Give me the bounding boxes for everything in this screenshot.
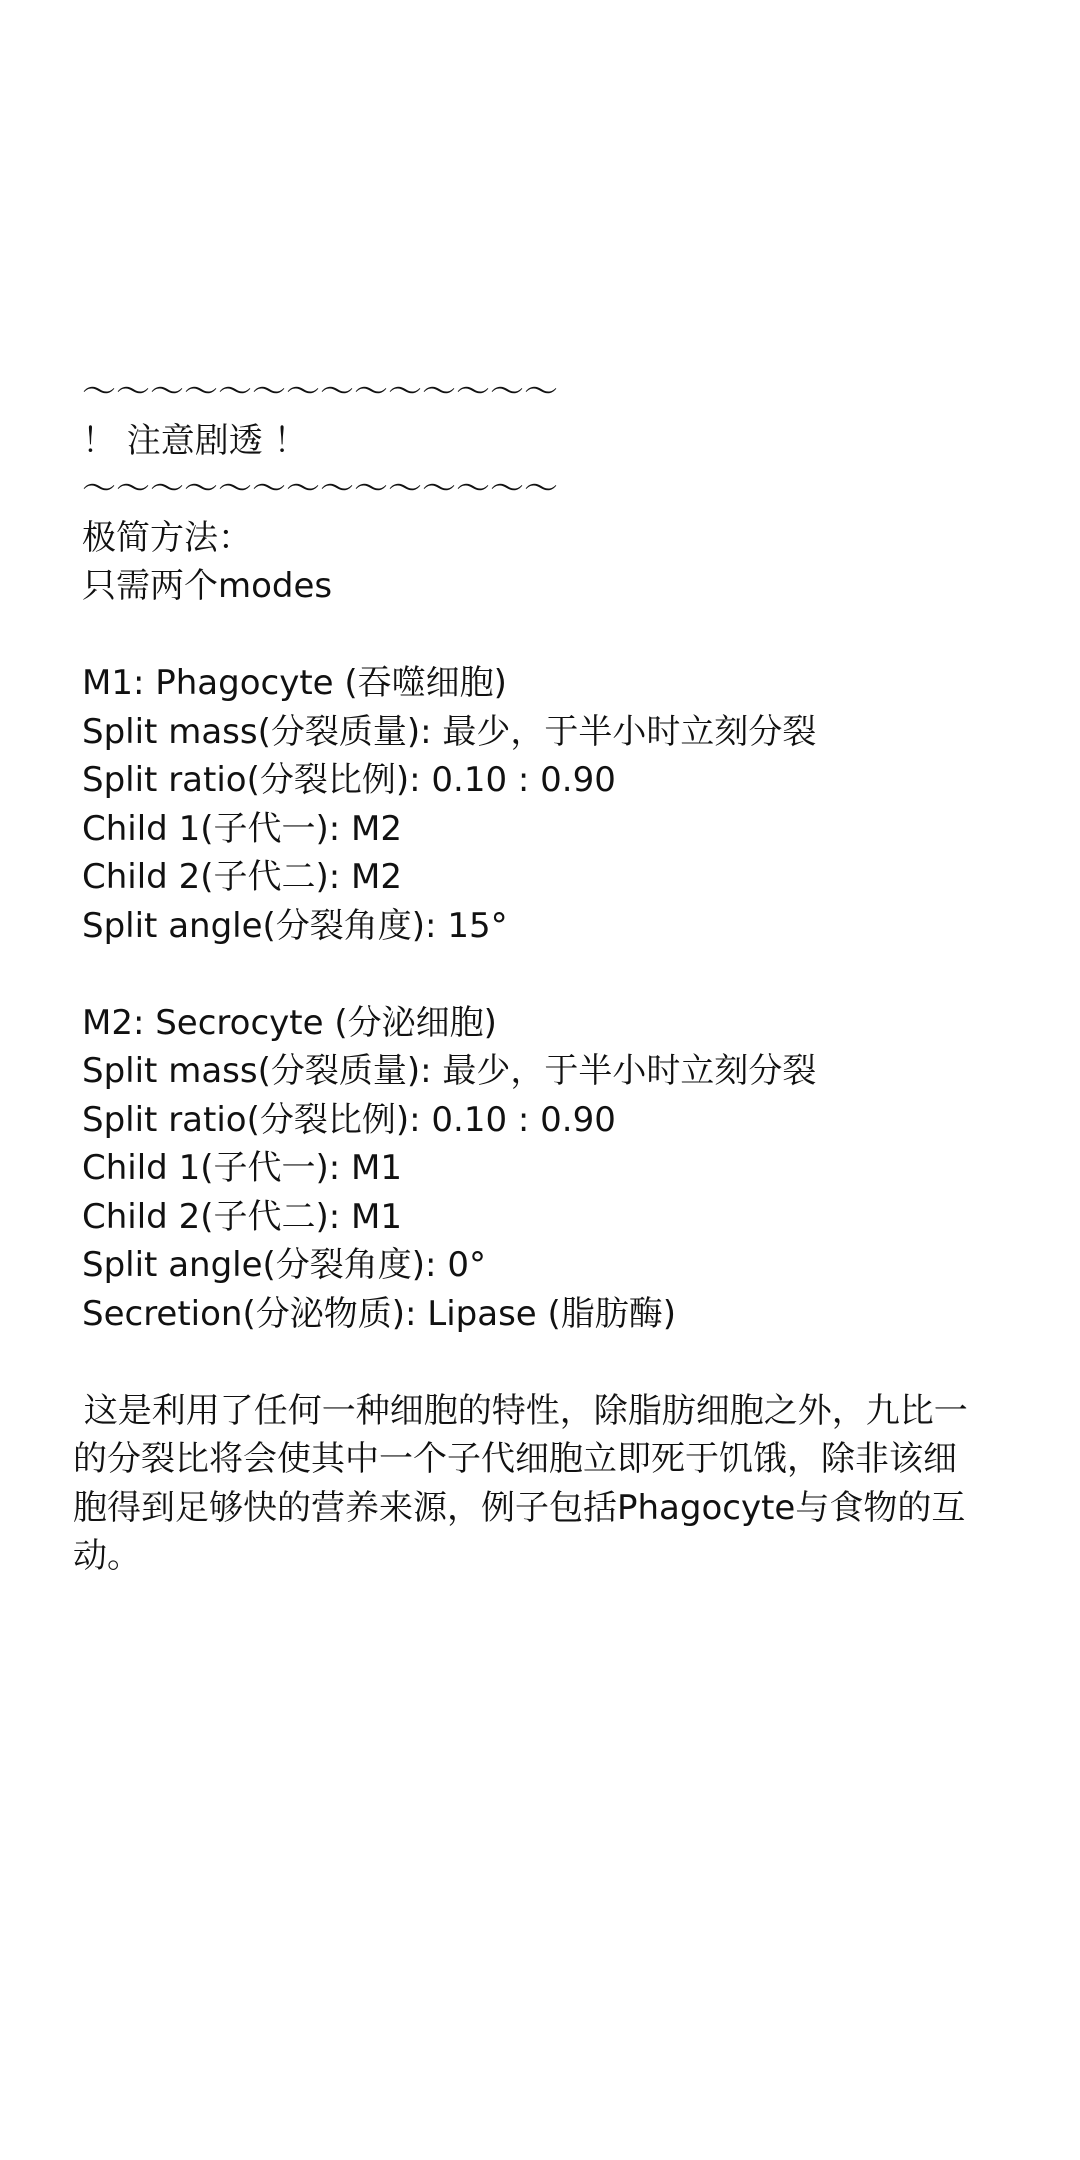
split-angle-setting: Split angle(分裂角度): 0°: [82, 1245, 486, 1285]
mode-m2-block: [0, 999, 1080, 1339]
wave-divider-bottom: 〜〜〜〜〜〜〜〜〜〜〜〜〜〜: [82, 469, 558, 509]
spacer: [0, 1338, 1080, 1387]
split-mass-setting: Split mass(分裂质量): 最少，于半小时立刻分裂: [82, 1051, 817, 1091]
explanation-line: 的分裂比将会使其中一个子代细胞立即死于饥饿，除非该细: [73, 1439, 957, 1479]
mode-title: M1: Phagocyte (吞噬细胞): [82, 663, 507, 703]
child1-setting: Child 1(子代一): M1: [82, 1148, 402, 1188]
method-subtitle: 只需两个modes: [82, 566, 333, 606]
explanation-paragraph: [73, 1387, 1013, 1581]
method-title: 极简方法：: [82, 517, 252, 558]
secretion-setting: Secretion(分泌物质): Lipase (脂肪酶): [82, 1293, 677, 1334]
mode-title: M2: Secrocyte (分泌细胞): [82, 1002, 497, 1043]
child2-setting: Child 2(子代二): M1: [82, 1196, 402, 1237]
mode-m1-block: [0, 659, 1080, 950]
split-mass-setting: Split mass(分裂质量): 最少，于半小时立刻分裂: [82, 711, 817, 752]
spoiler-warning: ！ 注意剧透 ！: [82, 420, 308, 461]
split-ratio-setting: Split ratio(分裂比例): 0.10 : 0.90: [82, 1099, 616, 1140]
split-ratio-setting: Split ratio(分裂比例): 0.10 : 0.90: [82, 760, 616, 800]
spacer: [0, 611, 1080, 660]
child2-setting: Child 2(子代二): M2: [82, 857, 402, 897]
explanation-line: 胞得到足够快的营养来源，例子包括Phagocyte与食物的互: [73, 1487, 966, 1528]
spoiler-note: [0, 368, 1080, 1581]
child1-setting: Child 1(子代一): M2: [82, 808, 402, 849]
explanation-line: 动。: [73, 1536, 141, 1576]
wave-divider-top: 〜〜〜〜〜〜〜〜〜〜〜〜〜〜: [82, 372, 558, 412]
spacer: [0, 950, 1080, 999]
split-angle-setting: Split angle(分裂角度): 15°: [82, 905, 508, 946]
explanation-line: 这是利用了任何一种细胞的特性，除脂肪细胞之外，九比一: [73, 1390, 968, 1431]
